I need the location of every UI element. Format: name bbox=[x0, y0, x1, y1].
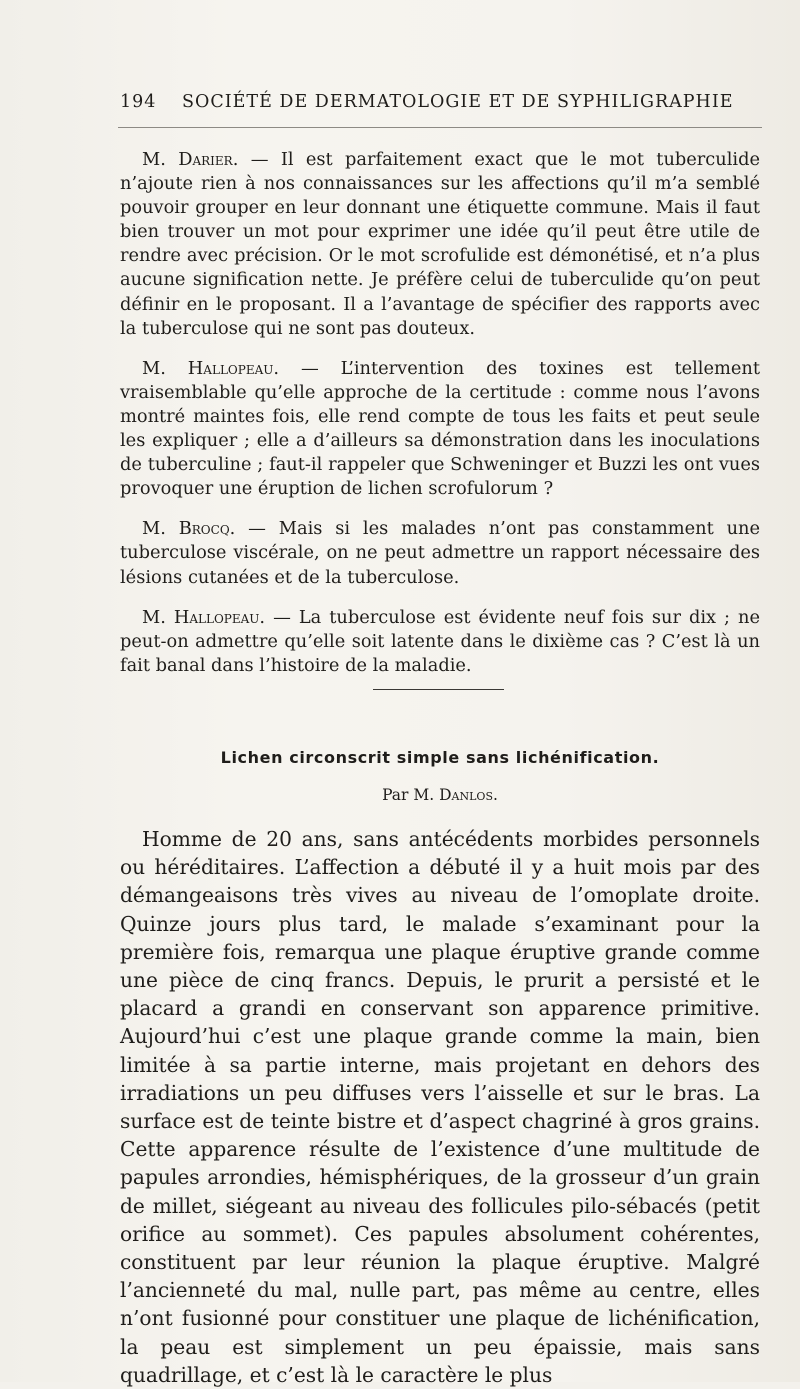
article-byline bbox=[120, 786, 760, 804]
speaker-name: M. Brocq. bbox=[142, 518, 236, 540]
discussion-paragraph bbox=[120, 357, 760, 502]
discussion-paragraph bbox=[120, 148, 760, 341]
paragraph-text: — Il est parfaitement exact que le mot tuberculide n’ajoute rien à nos connaissances sur les affections qu’il m’a semblé pouvoir grouper en leur donnant une étiquette commune. Mais il faut bien trouver un mot pour exprimer une idée qu’il peut être utile de rendre avec précision. Or le mot scrofulide est démonétisé, et n’a plus aucune signification nette. Je préfère celui de tuberculide qu’on peut définir en le proposant. Il a l’avantage de spécifier des rapports avec la tuberculose qui ne sont pas douteux. bbox=[120, 149, 761, 339]
speaker-name: M. Hallopeau. bbox=[142, 357, 280, 379]
article-title: Lichen circonscrit simple sans lichénification. bbox=[220, 748, 660, 767]
speaker-name: M. Hallopeau. bbox=[142, 606, 266, 628]
page-number: 194 bbox=[120, 92, 157, 112]
discussion-section bbox=[120, 148, 760, 694]
discussion-paragraph bbox=[120, 606, 760, 678]
running-header bbox=[120, 92, 760, 112]
speaker-name: M. Darier. bbox=[142, 149, 239, 170]
byline-prefix: Par M. bbox=[382, 786, 440, 804]
paragraph-text: — Mais si les malades n’ont pas constamment une tuberculose viscérale, on ne peut admettre un rapport nécessaire des lésions cutanées et de la tuberculose. bbox=[120, 518, 761, 588]
section-divider bbox=[373, 689, 504, 690]
article-body: Homme de 20 ans, sans antécédents morbides personnels ou héréditaires. L’affection a débuté il y a huit mois par des démangeaisons très vives au niveau de l’omoplate droite. Quinze jours plus tard, le malade s’examinant pour la première fois, remarqua une plaque éruptive grande comme une pièce de cinq francs. Depuis, le prurit a persisté et le placard a grandi en conservant son apparence primitive. Aujourd’hui c’est une plaque grande comme la main, bien limitée à sa partie interne, mais projetant en dehors des irradiations un peu diffuses vers l’aisselle et sur le bras. La surface est de teinte bistre et d’aspect chagriné à gros grains. Cette apparence résulte de l’existence d’une multitude de papules arrondies, hémisphériques, de la grosseur d’un grain de millet, siégeant au niveau des follicules pilo-sébacés (petit orifice au sommet). Ces papules absolument cohérentes, constituent par leur réunion la plaque éruptive. Malgré l’ancienneté du mal, nulle part, pas même au centre, elles n’ont fusionné pour constituer une plaque de lichénification, la peau est simplement un peu épaissie, mais sans quadrillage, et c’est là le caractère le plus bbox=[120, 827, 760, 1387]
paragraph-text: — L’intervention des toxines est tellement vraisemblable qu’elle approche de la certitude : comme nous l’avons montré maintes fois, elle rend compte de tous les faits et peut seule les expliquer ; elle a d’ailleurs sa démonstration dans les inoculations de tuberculine ; faut-il rappeler que Schweninger et Buzzi les ont vues provoquer une éruption de lichen scrofulorum ? bbox=[120, 357, 760, 500]
byline-author: Danlos. bbox=[439, 786, 498, 804]
header-rule bbox=[118, 127, 762, 128]
running-title: SOCIÉTÉ DE DERMATOLOGIE ET DE SYPHILIGRAPHIE bbox=[182, 92, 734, 112]
paragraph-text: — La tuberculose est évidente neuf fois sur dix ; ne peut-on admettre qu’elle soit latente dans le dixième cas ? C’est là un fait banal dans l’histoire de la maladie. bbox=[120, 606, 760, 676]
discussion-paragraph bbox=[120, 517, 760, 589]
